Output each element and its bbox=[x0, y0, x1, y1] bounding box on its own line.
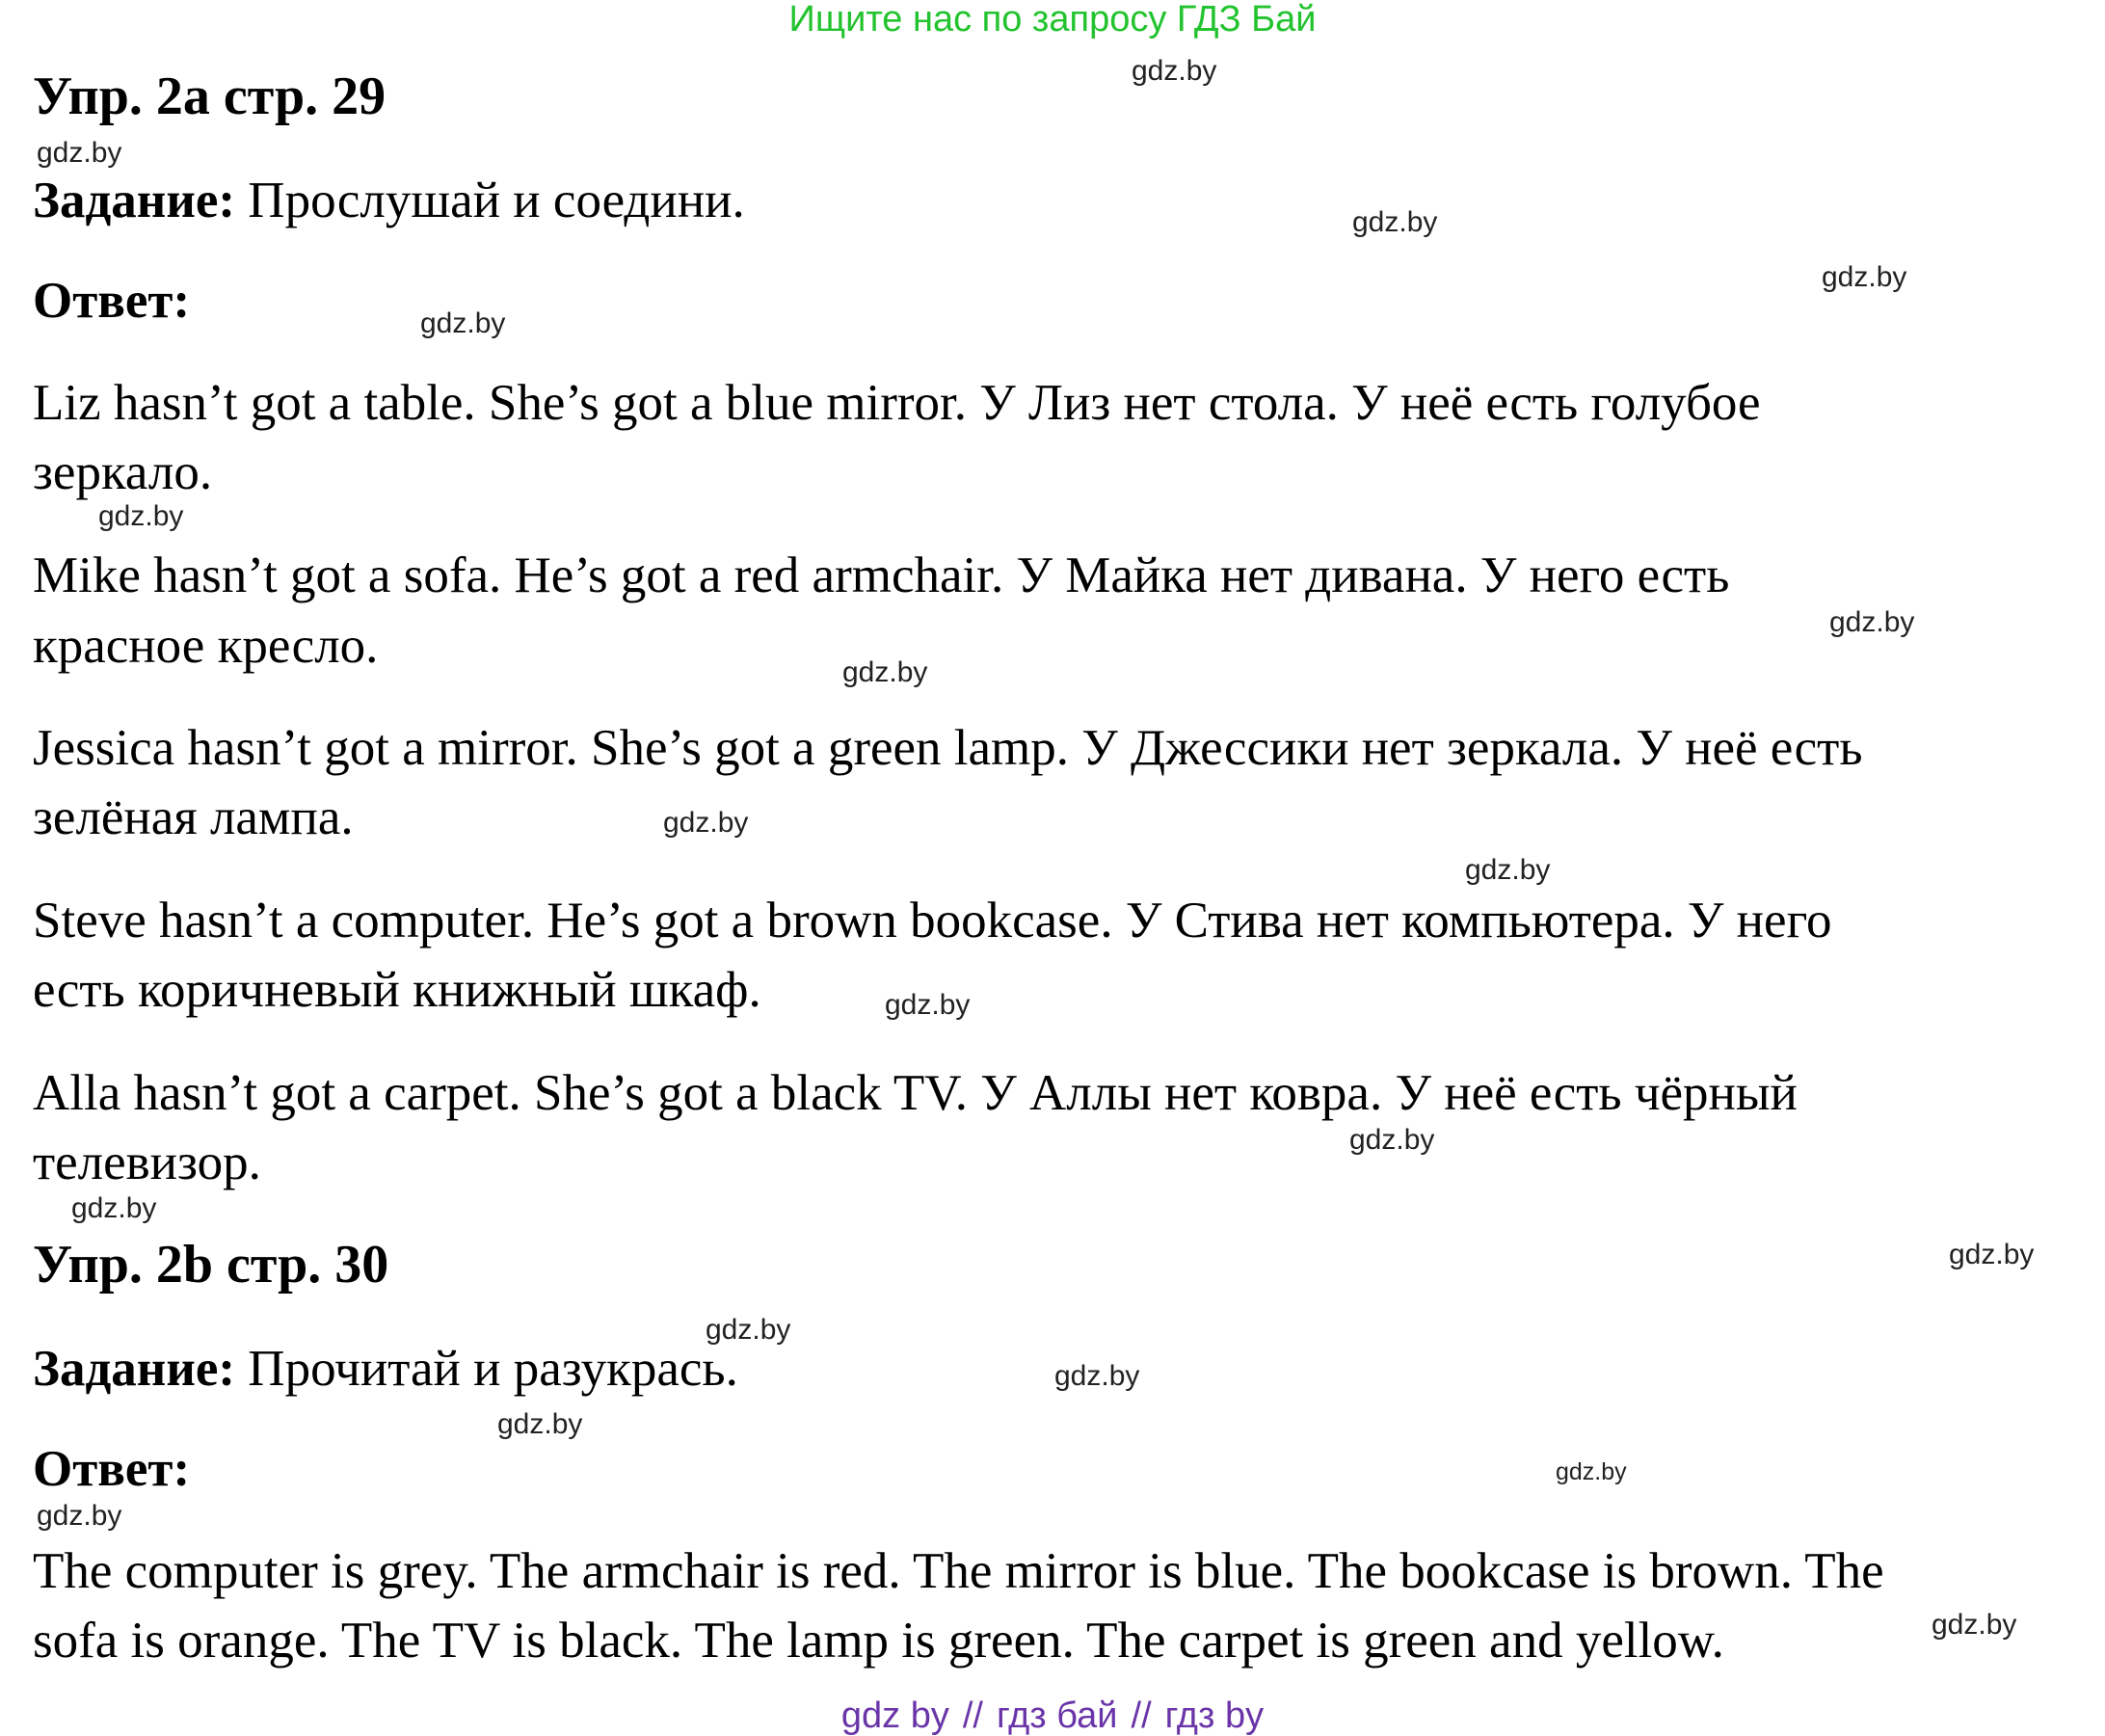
watermark: gdz.by bbox=[98, 500, 184, 532]
task-text: Прочитай и разукрась. bbox=[235, 1341, 738, 1397]
answer-line: зелёная лампа. bbox=[33, 789, 354, 845]
answer-line: sofa is orange. The TV is black. The lamp is green. The carpet is green and yellow. bbox=[33, 1613, 1724, 1669]
exercise-heading-2b: Упр. 2b стр. 30 bbox=[33, 1235, 389, 1295]
watermark: gdz.by bbox=[842, 656, 928, 688]
watermark: gdz.by bbox=[1352, 206, 1438, 238]
watermark: gdz.by bbox=[1932, 1609, 2017, 1641]
watermark: gdz.by bbox=[1132, 55, 1217, 87]
watermark: gdz.by bbox=[37, 137, 122, 169]
watermark: gdz.by bbox=[1556, 1458, 1627, 1485]
task-label: Задание: bbox=[33, 1341, 236, 1397]
task-line-2b bbox=[33, 1340, 738, 1398]
answer-line: Liz hasn’t got a table. She’s got a blue mirror. У Лиз нет стола. У неё есть голубое bbox=[33, 375, 1761, 431]
watermark: gdz.by bbox=[497, 1408, 583, 1440]
watermark: gdz.by bbox=[1465, 854, 1551, 886]
answer-line: The computer is grey. The armchair is red. The mirror is blue. The bookcase is brown. The bbox=[33, 1543, 1884, 1599]
answer-line: есть коричневый книжный шкаф. bbox=[33, 962, 761, 1018]
answer-label-2b: Ответ: bbox=[33, 1441, 191, 1497]
exercise-heading-2a: Упр. 2a стр. 29 bbox=[33, 67, 386, 126]
task-text: Прослушай и соедини. bbox=[235, 173, 745, 228]
watermark: gdz.by bbox=[1822, 261, 1907, 293]
answer-line: Mike hasn’t got a sofa. He’s got a red armchair. У Майка нет дивана. У него есть bbox=[33, 548, 1730, 603]
bottom-banner-link[interactable]: гдз бай bbox=[996, 1696, 1118, 1736]
answer-line: Steve hasn’t a computer. He’s got a brown bookcase. У Стива нет компьютера. У него bbox=[33, 893, 1832, 948]
separator: // bbox=[962, 1696, 983, 1736]
separator: // bbox=[1131, 1696, 1152, 1736]
answer-line: Jessica hasn’t got a mirror. She’s got a green lamp. У Джессики нет зеркала. У неё есть bbox=[33, 720, 1863, 776]
watermark: gdz.by bbox=[1829, 606, 1915, 638]
watermark: gdz.by bbox=[420, 307, 506, 339]
watermark: gdz.by bbox=[663, 807, 749, 839]
watermark: gdz.by bbox=[1949, 1239, 2035, 1270]
watermark: gdz.by bbox=[1054, 1360, 1140, 1392]
answer-line: красное кресло. bbox=[33, 618, 379, 674]
top-banner[interactable]: Ищите нас по запросу ГДЗ Бай bbox=[788, 0, 1317, 40]
watermark: gdz.by bbox=[37, 1500, 122, 1532]
watermark: gdz.by bbox=[885, 989, 971, 1021]
bottom-banner[interactable] bbox=[0, 1696, 2105, 1735]
answer-line: Alla hasn’t got a carpet. She’s got a black TV. У Аллы нет ковра. У неё есть чёрный bbox=[33, 1065, 1798, 1121]
task-line-2a bbox=[33, 172, 745, 229]
task-label: Задание: bbox=[33, 173, 236, 228]
watermark: gdz.by bbox=[706, 1314, 791, 1346]
answer-line: телевизор. bbox=[33, 1135, 261, 1190]
watermark: gdz.by bbox=[71, 1192, 157, 1224]
answer-label-2a: Ответ: bbox=[33, 273, 191, 329]
bottom-banner-link[interactable]: гдз by bbox=[1164, 1696, 1265, 1736]
watermark: gdz.by bbox=[1349, 1124, 1435, 1156]
answer-line: зеркало. bbox=[33, 444, 213, 500]
bottom-banner-link[interactable]: gdz by bbox=[840, 1696, 949, 1736]
